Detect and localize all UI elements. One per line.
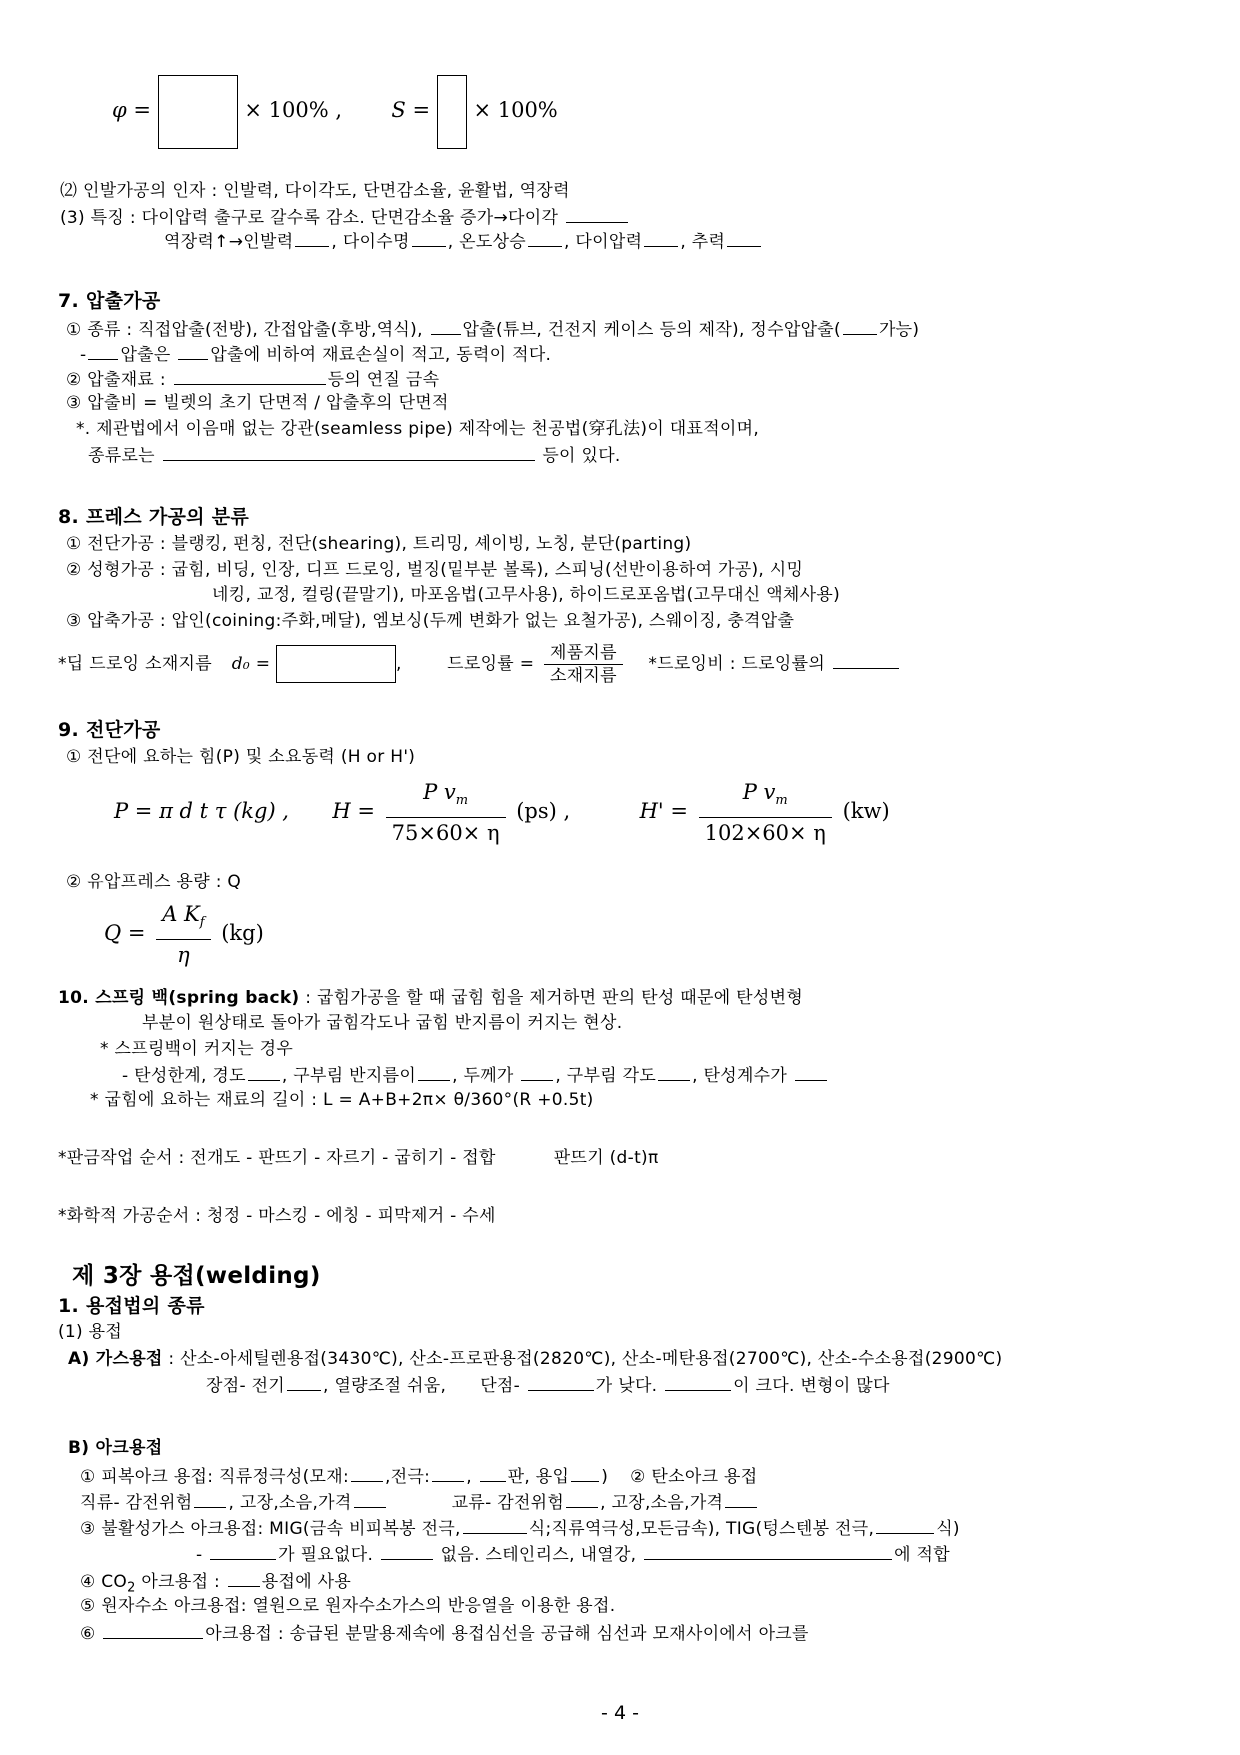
percent-label: × 100% , xyxy=(244,98,343,122)
h2-label: H' = xyxy=(639,799,688,823)
text-line: *화학적 가공순서 : 청정 - 마스킹 - 에칭 - 피막제거 - 수세 xyxy=(58,1206,496,1226)
reduction-formula xyxy=(112,72,558,148)
text-line: ⑤ 원자수소 아크용접: 열원으로 원자수소가스의 반응열을 이용한 용접. xyxy=(80,1596,616,1616)
percent-label: × 100% xyxy=(473,98,558,122)
section-heading: 7. 압출가공 xyxy=(58,290,161,312)
section-heading: 9. 전단가공 xyxy=(58,719,161,741)
fraction-numerator: 제품지름 xyxy=(544,642,623,665)
text-line: (1) 용접 xyxy=(58,1322,123,1342)
section-heading: 1. 용접법의 종류 xyxy=(58,1295,205,1317)
text-line: *판금작업 순서 : 전개도 - 판뜨기 - 자르기 - 굽히기 - 접합 판뜨기 (d-t)π xyxy=(58,1148,659,1168)
text-line: A) 가스용접 : 산소-아세틸렌용접(3430℃), 산소-프로판용접(2820℃), 산소-메탄용접(2700℃), 산소-수소용접(2900℃) xyxy=(68,1349,1003,1369)
section-heading: B) 아크용접 xyxy=(68,1438,163,1458)
text-line: ③ 압축가공 : 압인(coining:주화,메달), 엠보싱(두께 변화가 없는 요철가공), 스웨이징, 충격압출 xyxy=(66,611,795,631)
text-line: 직류- 감전위험 , 고장,소음,가격 교류- 감전위험 , 고장,소음,가격 xyxy=(80,1489,759,1515)
text-line: ② 압출재료 : 등의 연질 금속 xyxy=(66,366,439,392)
h-label: H = xyxy=(332,799,375,823)
text-line: 역장력↑→인발력 , 다이수명 , 온도상승 , 다이압력 , 추력 xyxy=(164,228,763,254)
text-line: * 스프링백이 커지는 경우 xyxy=(100,1039,294,1059)
shear-formula: P = π d t τ (kg) , H = $\frac{P v_m}{75\times 60\times \eta}$ (ps) , H' = $\frac{P v_m}{102\times 60\times \eta}$ (kw) xyxy=(114,776,890,846)
p-formula: P = π d t τ (kg) , xyxy=(114,799,289,823)
answer-box xyxy=(276,645,396,683)
text-line: - 탄성한계, 경도 , 구부림 반지름이 , 두께가 , 구부림 각도 , 탄성계수가 xyxy=(122,1062,829,1088)
text-line: (3) 특징 : 다이압력 출구로 갈수록 감소. 단면감소율 증가→다이각 xyxy=(60,204,630,230)
text-line: ① 전단에 요하는 힘(P) 및 소요동력 (H or H') xyxy=(66,747,416,767)
text-line: 부분이 원상태로 돌아가 굽힘각도나 굽힘 반지름이 커지는 현상. xyxy=(142,1013,623,1033)
text-line: ⑥ 아크용접 : 송급된 분말용제속에 용접심선을 공급해 심선과 모재사이에서 아크를 xyxy=(80,1620,809,1646)
text-line: * 굽힘에 요하는 재료의 길이 : L = A+B+2π× θ/360°(R +0.5t) xyxy=(90,1090,594,1110)
h2-unit: (kw) xyxy=(842,799,890,823)
section-heading: 10. 스프링 백(spring back) : 굽힘가공을 할 때 굽힘 힘을 제거하면 판의 탄성 때문에 탄성변형 xyxy=(58,988,804,1008)
text-line: ⑵ 인발가공의 인자 : 인발력, 다이각도, 단면감소율, 윤활법, 역장력 xyxy=(60,181,570,201)
text-line: ① 피복아크 용접: 직류정극성(모재: ,전극: , 판, 용입 ) ② 탄소아크 용접 xyxy=(80,1463,757,1489)
chapter-heading: 제 3장 용접(welding) xyxy=(72,1263,321,1289)
text-line: - 가 필요없다. 없음. 스테인리스, 내열강, 에 적합 xyxy=(196,1541,950,1567)
section-heading: 8. 프레스 가공의 분류 xyxy=(58,506,250,528)
text-line: ③ 압출비 = 빌렛의 초기 단면적 / 압출후의 단면적 xyxy=(66,393,449,413)
press-capacity-formula: Q = $\frac{A K_f}{\eta}$ (kg) xyxy=(104,898,264,968)
text-line: 종류로는 등이 있다. xyxy=(88,442,621,468)
answer-box xyxy=(437,75,467,149)
text-line: 장점- 전기 , 열량조절 쉬움, 단점- 가 낮다. 이 크다. 변형이 많다 xyxy=(206,1372,890,1398)
text-line: - 압출은 압출에 비하여 재료손실이 적고, 동력이 적다. xyxy=(80,341,551,367)
text-line: ② 유압프레스 용량 : Q xyxy=(66,872,242,892)
text-line: ① 종류 : 직접압출(전방), 간접압출(후방,역식), 압출(튜브, 건전지 케이스 등의 제작), 정수압압출( 가능) xyxy=(66,316,919,342)
h-unit: (ps) , xyxy=(516,799,571,823)
answer-box xyxy=(158,75,238,149)
d0-label: d₀ = xyxy=(231,654,271,674)
s-label: S = xyxy=(391,98,431,122)
text-line: ② 성형가공 : 굽힘, 비딩, 인장, 디프 드로잉, 벌징(밑부분 볼록), 스피닝(선반이용하여 가공), 시밍 xyxy=(66,560,804,580)
deep-drawing-line: *딥 드로잉 소재지름 d₀ = , 드로잉률 = $\frac{\text{제품지름}}{\text{소재지름}}$ *드로잉비 : 드로잉률의 xyxy=(58,641,901,687)
page-number: - 4 - xyxy=(601,1702,639,1724)
text-line: ④ $CO_2$ 아크용접 : 용접에 사용 xyxy=(80,1568,351,1600)
fraction-denominator: 소재지름 xyxy=(549,665,617,686)
phi-label: φ = xyxy=(112,98,151,122)
text-line: ① 전단가공 : 블랭킹, 펀칭, 전단(shearing), 트리밍, 셰이빙, 노칭, 분단(parting) xyxy=(66,534,692,554)
text-line: *. 제관법에서 이음매 없는 강관(seamless pipe) 제작에는 천공법(穿孔法)이 대표적이며, xyxy=(76,419,760,439)
text-line: ③ 불활성가스 아크용접: MIG(금속 비피복봉 전극, 식;직류역극성,모든금속), TIG(텅스텐봉 전극, 식) xyxy=(80,1515,960,1541)
text-line: 네킹, 교정, 컬링(끝말기), 마포옴법(고무사용), 하이드로포옴법(고무대신 액체사용) xyxy=(212,585,841,605)
